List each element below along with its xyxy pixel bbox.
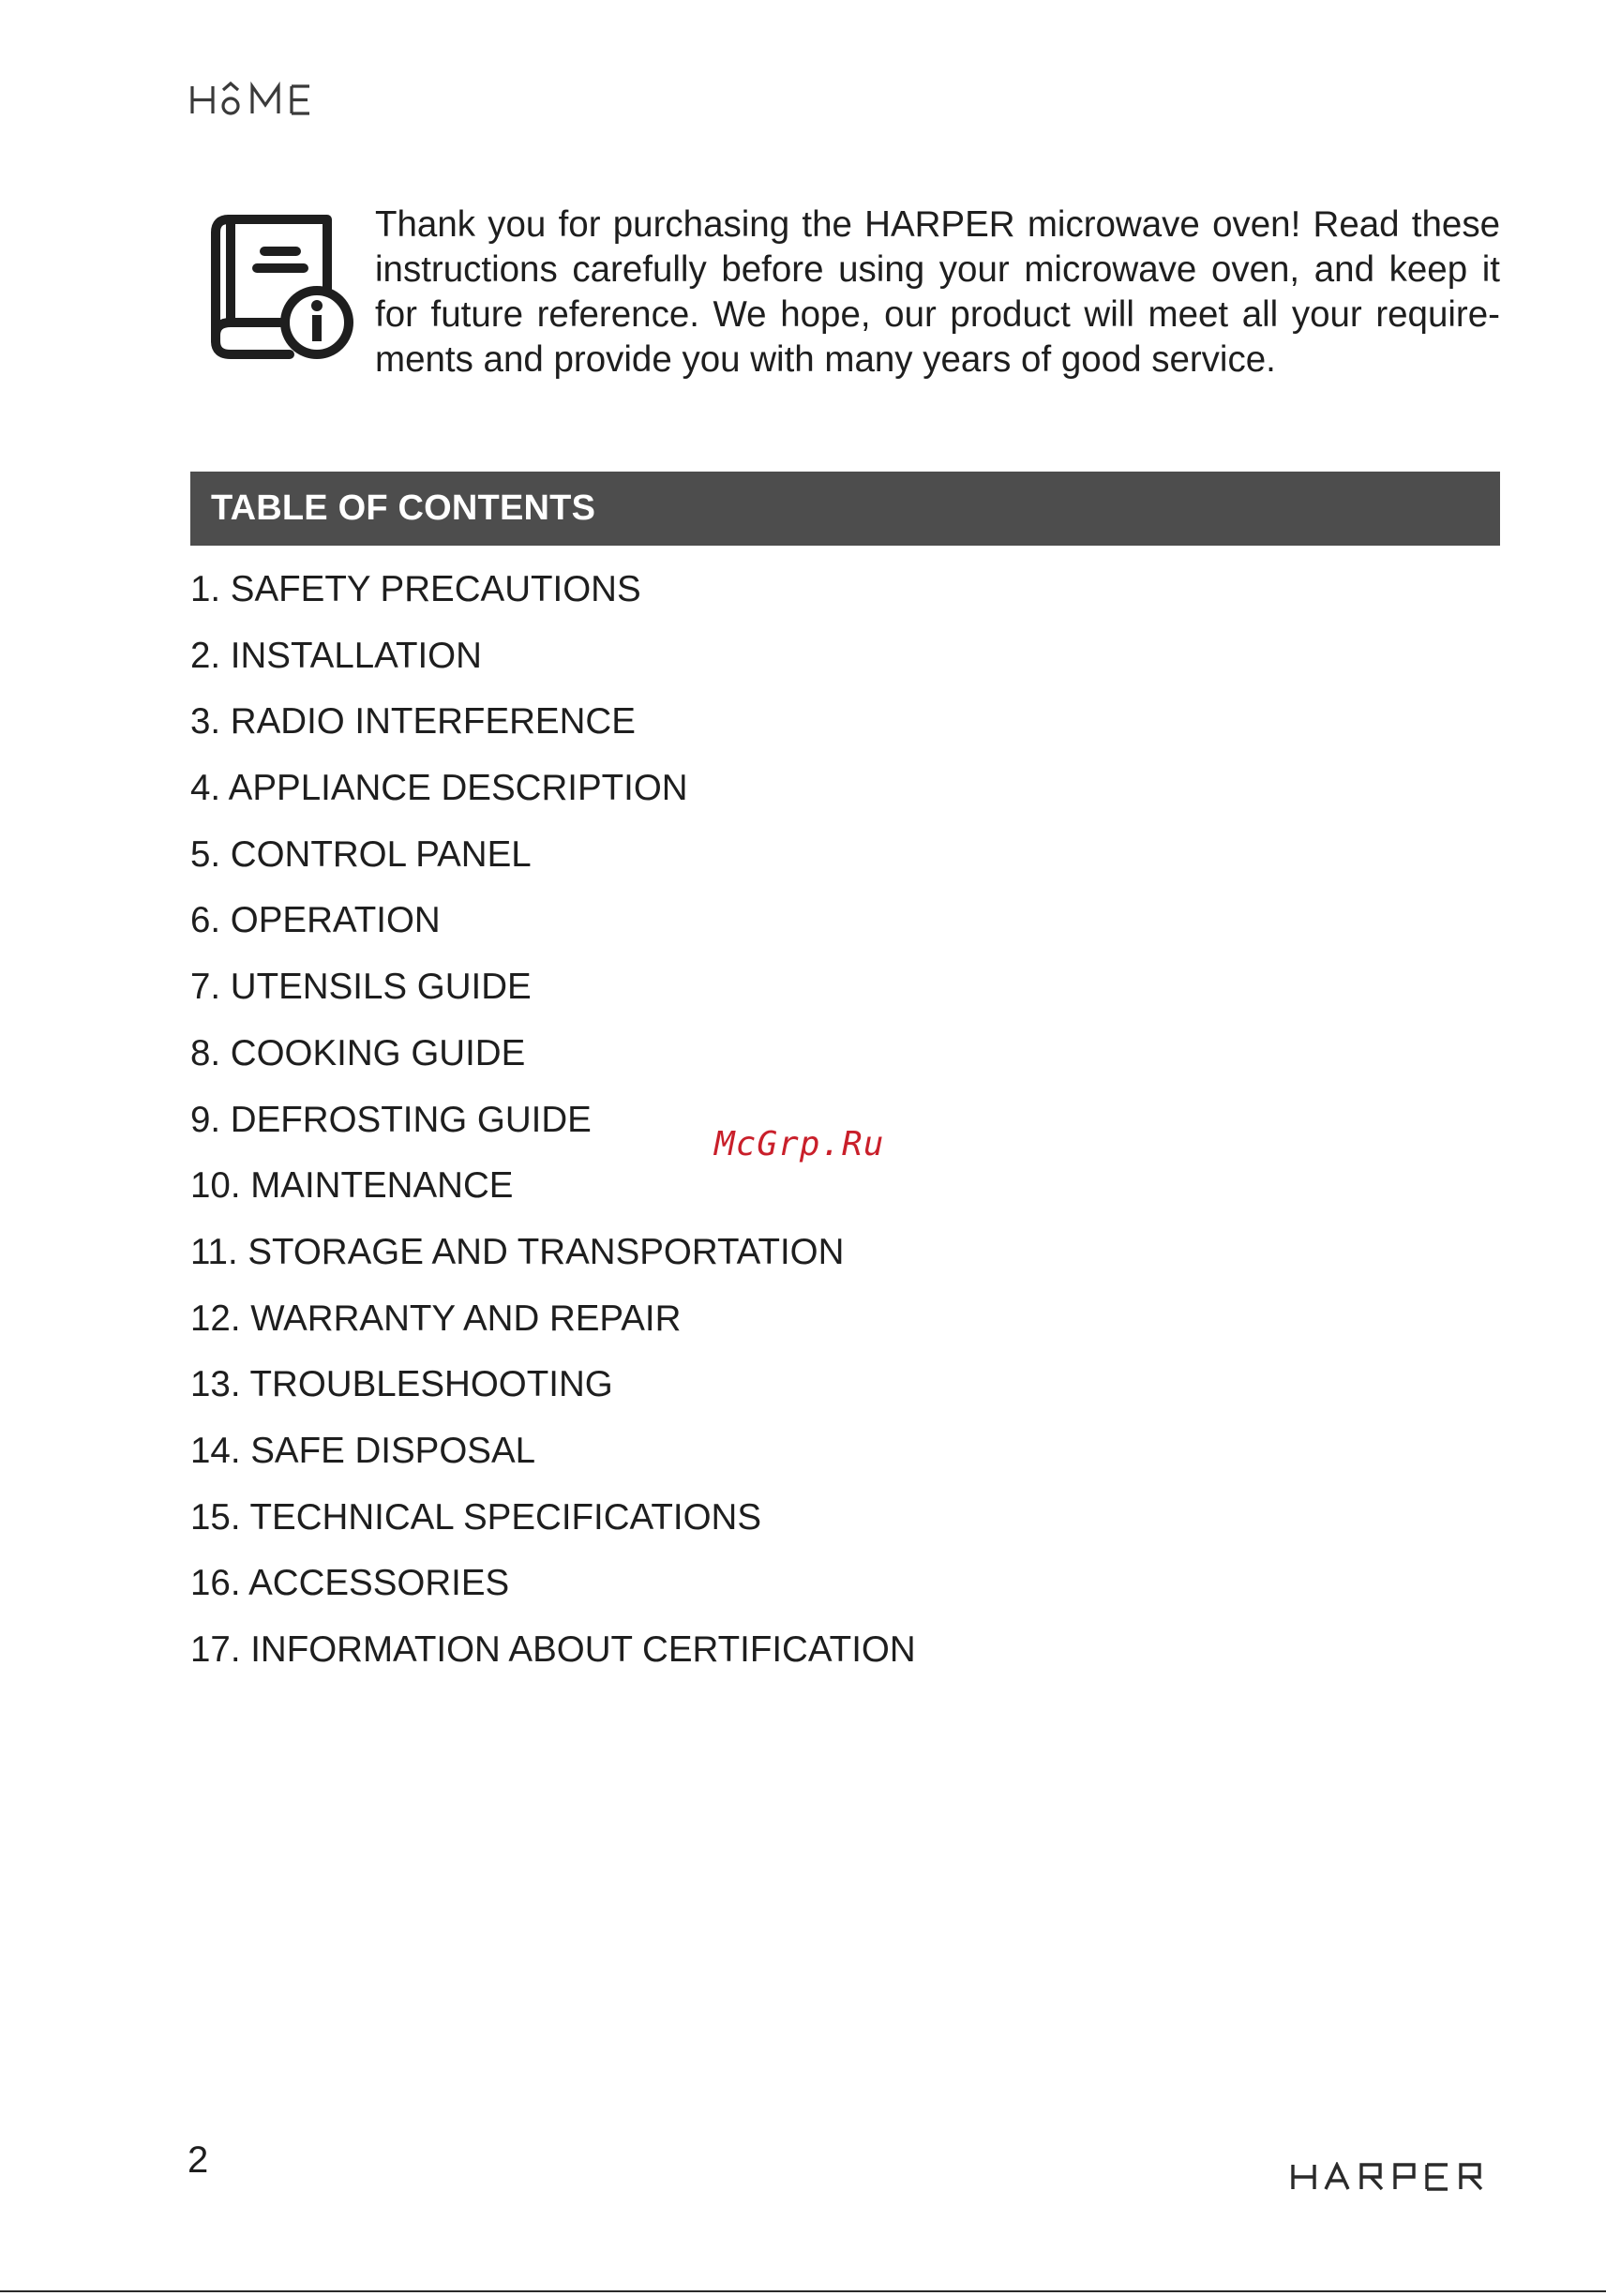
home-logo	[190, 79, 318, 120]
toc-item[interactable]: 3. RADIO INTERFERENCE	[190, 701, 636, 743]
toc-item[interactable]: 1. SAFETY PRECAUTIONS	[190, 569, 641, 609]
toc-item[interactable]: 8. COOKING GUIDE	[190, 1032, 526, 1073]
toc-item[interactable]: 13. TROUBLESHOOTING	[190, 1364, 613, 1405]
toc-item[interactable]: 6. OPERATION	[190, 900, 441, 941]
intro-paragraph: Thank you for purchasing the HARPER microwave oven! Read these instructions carefully before using your microwave oven, and keep it for future reference. We hope, our product will meet all your require-ments and provide you with many years of good service.	[375, 204, 1500, 380]
book-info-icon	[210, 212, 355, 360]
toc-item[interactable]: 7. UTENSILS GUIDE	[190, 967, 532, 1008]
toc-item[interactable]: 10. MAINTENANCE	[190, 1165, 514, 1207]
toc-item[interactable]: 16. ACCESSORIES	[190, 1563, 510, 1604]
toc-item[interactable]: 5. CONTROL PANEL	[190, 833, 532, 875]
page-number: 2	[188, 2139, 209, 2181]
toc-item[interactable]: 15. TECHNICAL SPECIFICATIONS	[190, 1496, 762, 1538]
toc-item[interactable]: 2. INSTALLATION	[190, 635, 482, 676]
page-bottom-rule	[0, 2290, 1606, 2292]
toc-item[interactable]: 11. STORAGE AND TRANSPORTATION	[190, 1231, 845, 1272]
harper-logo	[1290, 2162, 1500, 2192]
toc-item[interactable]: 14. SAFE DISPOSAL	[190, 1430, 536, 1471]
toc-item[interactable]: 17. INFORMATION ABOUT CERTIFICATION	[190, 1629, 916, 1670]
toc-header	[190, 472, 1500, 546]
toc-item[interactable]: 9. DEFROSTING GUIDE	[190, 1099, 592, 1140]
toc-item[interactable]: 4. APPLIANCE DESCRIPTION	[190, 768, 688, 809]
toc-item[interactable]: 12. WARRANTY AND REPAIR	[190, 1298, 682, 1339]
toc-title: TABLE OF CONTENTS	[211, 488, 596, 528]
watermark: McGrp.Ru	[714, 1125, 885, 1163]
